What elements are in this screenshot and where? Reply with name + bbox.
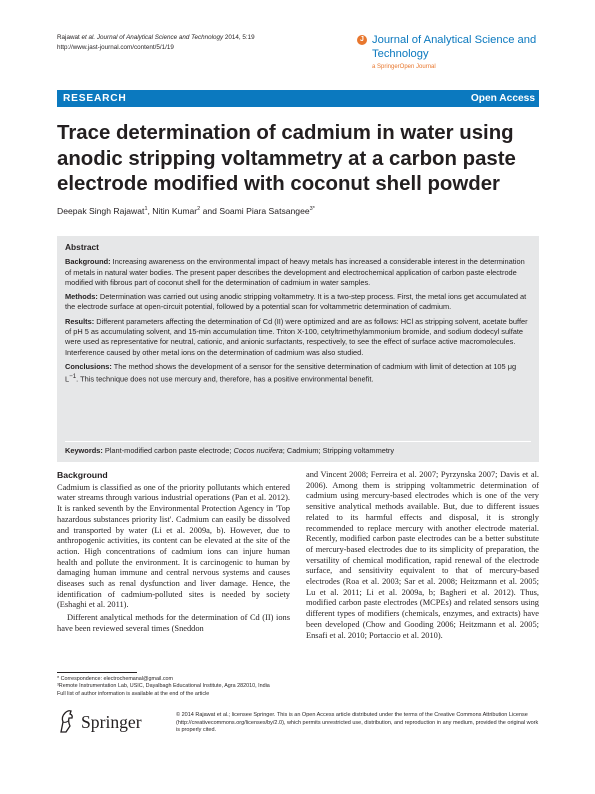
keywords-text: Plant-modified carbon paste electrode; (104, 446, 234, 455)
abstract-label: Results: (65, 316, 95, 326)
citation-line (57, 33, 255, 43)
body-paragraph: Cadmium is classified as one of the priority pollutants which entered water streams through various industrial operations (Pan et al. 2012). It is ranked seventh by the Environmental Protection Agency in 'Top hazardous substances priority list'. Cadmium can easily be dissolved and transported by water (Li et al. 2009a, b). However, due to anthropogenic activities, its content can be elevated at the site of the action. High concentrations of cadmium ions can injure human health and pollute the environment. It is carcinogenic to human by damaging human immune and central nervous systems and causes diseases such as renal dysfunction and liver damage. Hence, the identification of cadmium-polluted sites is needed by society (Eshaghi et al. 2011). (57, 482, 290, 610)
author-separator: and (200, 206, 220, 216)
abstract-methods (65, 292, 531, 313)
author-separator: , (147, 206, 153, 216)
journal-name: Journal of Analytical Science and Technology (372, 34, 537, 60)
springer-horse-icon (57, 708, 77, 734)
abstract-label: Conclusions: (65, 361, 112, 371)
author-name: Nitin Kumar (152, 206, 198, 216)
section-label: RESEARCH (63, 93, 127, 104)
abstract-results (65, 317, 531, 358)
author-name: Soami Piara Satsangee (219, 206, 310, 216)
open-access-label: Open Access (470, 93, 535, 104)
author-name: Deepak Singh Rajawat (57, 206, 145, 216)
abstract-label: Methods: (65, 292, 98, 302)
abstract-text: Different parameters affecting the determination of Cd (II) were optimized and are as follows: HCl as stripping solvent, acetate buffer of pH 5 as accumulating solvent, and 15-min accumulation time. Triton X-100, cetyltrimethylammonium bromide, and sodium dodecyl sulfate were used as representative for neutral, cationic, and anionic surfactants, respectively, to see the effect of surface active macromolecules. Interference caused by other metal ions on the determination of cadmium was also studied. (65, 316, 528, 357)
author-affiliation-mark[interactable]: 1 (144, 206, 148, 213)
author-info-note: Full list of author information is available at the end of the article (57, 690, 210, 697)
unit-exponent: −1 (69, 373, 77, 381)
affiliation-note: ³Remote Instrumentation Lab, USIC, Dayalbagh Educational Institute, Agra 282010, India (57, 683, 270, 690)
author-affiliation-mark[interactable]: 3* (309, 206, 315, 213)
author-affiliation-mark[interactable]: 2 (197, 206, 201, 213)
keywords-text: ; Cadmium; Stripping voltammetry (282, 446, 395, 455)
journal-subtitle: a SpringerOpen Journal (372, 64, 436, 70)
keywords (65, 446, 531, 456)
body-column-right (306, 470, 539, 641)
journal-mark-icon: J (357, 35, 367, 45)
abstract-heading: Abstract (65, 242, 99, 252)
article-url[interactable]: http://www.jast-journal.com/content/5/1/19 (57, 43, 174, 51)
correspondence-note[interactable]: * Correspondence: electrochemanal@gmail.com (57, 676, 174, 682)
footnote-divider (57, 672, 137, 673)
citation-volume: 2014, 5:19 (223, 34, 255, 41)
keywords-label: Keywords: (65, 446, 103, 455)
body-paragraph: and Vincent 2008; Ferreira et al. 2007; Pyrzynska 2007; Davis et al. 2006). Among them is stripping voltammetric determination of cadmium using mercury-based electrodes which is one of the very sensitive analytical methods available. But, due to different issues related to its harmful effects and disposal, it is strongly recommended to replace mercury with another electrode material. Recently, modified carbon paste electrodes can be a better substitute of mercury-based electrodes due to its simplicity of preparation, the versatility of chemical modification, rapid renewal of the electrode surface, and sensitivity equivalent to that of mercury-based electrodes (Roa et al. 2003; Sar et al. 2008; Heitzmann et al. 2005; Lu et al. 2011; Li et al. 2009a, b; Bagheri et al. 2012). Thus, modified carbon paste electrodes (MCPEs) and related sensors using different types of modifiers (chemicals, enzymes, and extracts) have been developed (Chow and Gooding 2006; Heitzmann et al. 2005; Ensafi et al. 2010; Portaccio et al. 2010). (306, 470, 539, 640)
author-list (57, 206, 315, 216)
abstract-divider (65, 441, 531, 442)
body-column-left (57, 470, 290, 635)
abstract-label: Background: (65, 257, 111, 267)
citation-journal: Journal of Analytical Science and Technology (96, 34, 224, 41)
running-header (57, 33, 255, 52)
keywords-species: Cocos nucifera (233, 446, 283, 455)
publisher-name: Springer (81, 712, 142, 732)
abstract-background (65, 257, 531, 288)
footnotes (57, 676, 297, 698)
body-paragraph: Different analytical methods for the determination of Cd (II) ions have been reviewed several times (Sneddon (57, 613, 290, 633)
abstract-box (57, 236, 539, 462)
article-title: Trace determination of cadmium in water using anodic stripping voltammetry at a carbon paste electrode modified with coconut shell powder (57, 122, 516, 195)
citation-etal: et al. (81, 34, 96, 41)
section-bar (57, 90, 539, 107)
abstract-text: Increasing awareness on the environmental impact of heavy metals has increased a considerable interest in the determination of metals in natural water bodies. The present paper describes the development and electrochemical application of carbon paste electrode modified with fibrous part of coconut shell for the determination of cadmium in water samples. (65, 257, 525, 287)
abstract-text: . This technique does not use mercury and, therefore, has a positive environmental benefit. (76, 374, 374, 384)
abstract-conclusions (65, 362, 531, 385)
abstract-text: Determination was carried out using anodic stripping voltammetry. It is a two-step process. First, the metal ions get accumulated at the electrode surface at open-circuit potential, followed by a potential scan for voltammetric determination of cadmium. (65, 292, 527, 312)
abstract-text: The method shows the development of a sensor for the sensitive determination of cadmium with limit of detection at 105 μg L (65, 361, 517, 384)
license-text: © 2014 Rajawat et al.; licensee Springer. This is an Open Access article distributed under the terms of the Creative Commons Attribution License (http://creativecommons.org/licenses/by/2.0), which permits unrestricted use, distribution, and reproduction in any medium, provided the original work is properly cited. (176, 712, 539, 734)
publisher-logo (57, 708, 167, 736)
section-heading: Background (57, 470, 108, 480)
citation-authors: Rajawat (57, 34, 82, 41)
